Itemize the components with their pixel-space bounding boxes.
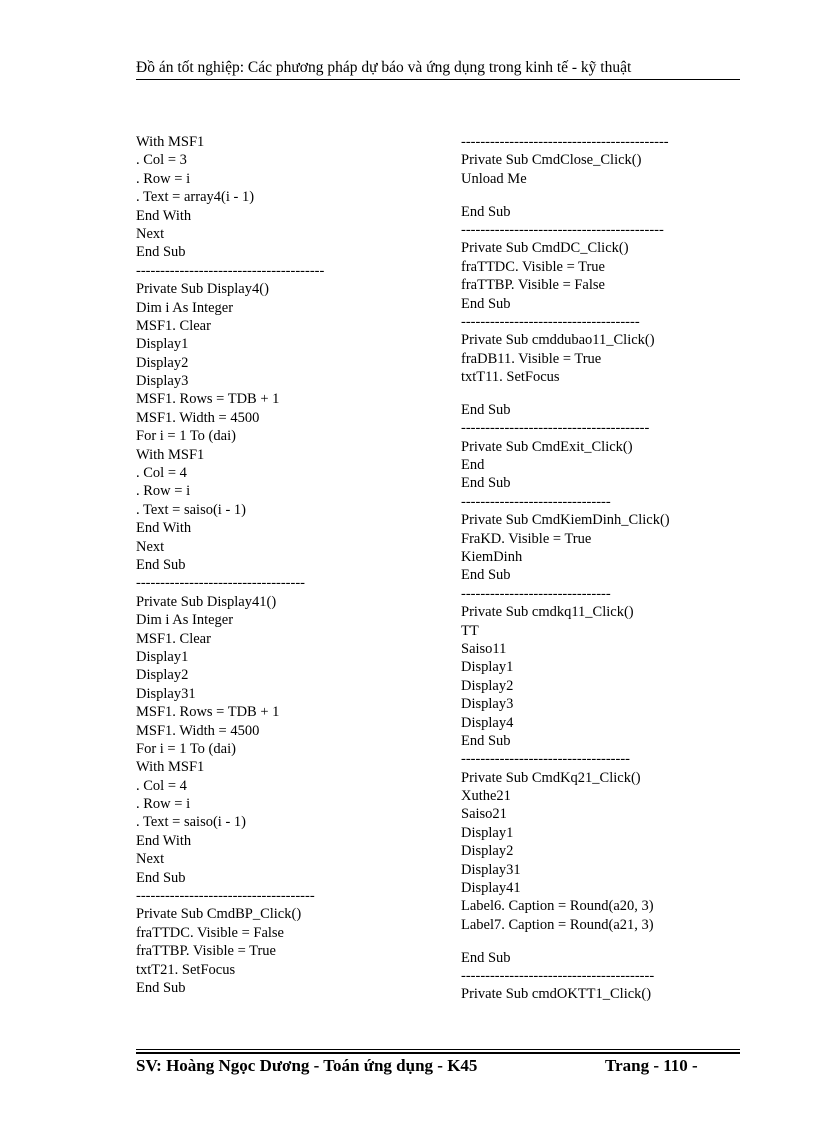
code-line: Private Sub Display4() [136, 281, 269, 298]
code-line: End Sub [461, 567, 511, 584]
code-line: Dim i As Integer [136, 299, 234, 316]
code-line: TT [461, 622, 479, 639]
code-column-left [136, 133, 436, 997]
code-column-right [461, 133, 761, 1004]
footer-author: SV: Hoàng Ngọc Dương - Toán ứng dụng - K45 [136, 1056, 478, 1075]
code-line: Saiso21 [461, 806, 507, 823]
separator-line: ------------------------------------- [461, 313, 640, 330]
code-line: MSF1. Width = 4500 [136, 722, 260, 739]
code-line: End Sub [461, 475, 511, 492]
code-line: Private Sub CmdDC_Click() [461, 240, 629, 257]
code-line: . Col = 4 [136, 465, 187, 482]
code-line: MSF1. Clear [136, 630, 211, 647]
code-line: . Row = i [136, 170, 191, 187]
code-line: fraTTDC. Visible = False [136, 924, 284, 941]
code-line: KiemDinh [461, 548, 523, 565]
code-line: Display2 [136, 667, 189, 684]
header-divider [136, 79, 740, 80]
code-line: End Sub [461, 295, 511, 312]
code-line: txtT11. SetFocus [461, 369, 560, 386]
code-line: . Col = 3 [136, 152, 187, 169]
separator-line: ---------------------------------------- [461, 967, 655, 984]
code-line: For i = 1 To (dai) [136, 428, 236, 445]
code-line: Display3 [461, 696, 514, 713]
separator-line: --------------------------------------- [136, 262, 325, 279]
code-line: Display4 [461, 714, 514, 731]
code-line: Next [136, 851, 165, 868]
code-line: Private Sub CmdClose_Click() [461, 152, 642, 169]
code-line: Xuthe21 [461, 788, 511, 805]
code-line: Display2 [461, 677, 514, 694]
code-line: Private Sub cmdOKTT1_Click() [461, 986, 652, 1003]
code-line: Display31 [136, 685, 196, 702]
separator-line: --------------------------------------- [461, 420, 650, 437]
code-line: Display31 [461, 861, 521, 878]
code-line: End With [136, 832, 192, 849]
separator-line: ------------------------------------- [136, 888, 315, 905]
code-line: For i = 1 To (dai) [136, 740, 236, 757]
code-line: MSF1. Clear [136, 317, 211, 334]
code-line: . Text = array4(i - 1) [136, 189, 255, 206]
separator-line: ------------------------------- [461, 493, 611, 510]
code-line: . Col = 4 [136, 777, 187, 794]
code-line: With MSF1 [136, 759, 205, 776]
code-line: Display1 [461, 824, 514, 841]
footer-divider-thick [136, 1052, 740, 1054]
code-line: Display1 [136, 336, 189, 353]
code-line: Display1 [136, 648, 189, 665]
code-line: fraTTBP. Visible = True [136, 943, 276, 960]
code-line: End With [136, 207, 192, 224]
separator-line: ------------------------------- [461, 585, 611, 602]
code-line: With MSF1 [136, 446, 205, 463]
code-line: MSF1. Width = 4500 [136, 409, 260, 426]
code-line: FraKD. Visible = True [461, 530, 592, 547]
code-line: fraDB11. Visible = True [461, 350, 602, 367]
separator-line: ------------------------------------------ [461, 221, 664, 238]
code-line: Display1 [461, 659, 514, 676]
code-line: Next [136, 225, 165, 242]
code-line: End Sub [461, 732, 511, 749]
page-header-title: Đồ án tốt nghiệp: Các phương pháp dự báo và ứng dụng trong kinh tế - kỹ thuật [136, 59, 632, 76]
separator-line: ----------------------------------- [461, 751, 631, 768]
code-line [461, 188, 761, 202]
code-line: End Sub [461, 203, 511, 220]
code-line: Dim i As Integer [136, 612, 234, 629]
footer-divider-thin [136, 1049, 740, 1050]
footer-page-number: Trang - 110 - [605, 1056, 698, 1075]
code-line: End Sub [461, 949, 511, 966]
code-line: Unload Me [461, 170, 527, 187]
code-line: Private Sub cmddubao11_Click() [461, 332, 655, 349]
code-line: Private Sub CmdKq21_Click() [461, 769, 641, 786]
code-line: Saiso11 [461, 640, 507, 657]
code-line: txtT21. SetFocus [136, 961, 236, 978]
code-line: Private Sub CmdExit_Click() [461, 438, 633, 455]
code-line: . Row = i [136, 483, 191, 500]
separator-line: ------------------------------------------- [461, 134, 669, 150]
code-line: Label7. Caption = Round(a21, 3) [461, 916, 654, 933]
code-line: End Sub [136, 244, 186, 261]
separator-line: ----------------------------------- [136, 575, 306, 592]
code-line: . Text = saiso(i - 1) [136, 501, 246, 518]
code-line: End [461, 457, 485, 474]
code-line: . Text = saiso(i - 1) [136, 814, 246, 831]
code-line: Display2 [136, 354, 189, 371]
code-line: With MSF1 [136, 134, 205, 150]
code-line: Private Sub CmdBP_Click() [136, 906, 302, 923]
code-line: End With [136, 520, 192, 537]
code-line: MSF1. Rows = TDB + 1 [136, 704, 280, 721]
code-line: fraTTDC. Visible = True [461, 258, 605, 275]
code-line: fraTTBP. Visible = False [461, 277, 605, 294]
code-line: Display2 [461, 843, 514, 860]
code-line: Private Sub Display41() [136, 593, 277, 610]
code-line: . Row = i [136, 796, 191, 813]
code-line: Display3 [136, 373, 189, 390]
code-line: Private Sub cmdkq11_Click() [461, 604, 634, 621]
code-line: Next [136, 538, 165, 555]
code-line: Private Sub CmdKiemDinh_Click() [461, 512, 670, 529]
code-line: End Sub [136, 556, 186, 573]
code-line: Display41 [461, 880, 521, 897]
code-line: Label6. Caption = Round(a20, 3) [461, 898, 654, 915]
code-line: MSF1. Rows = TDB + 1 [136, 391, 280, 408]
code-line [461, 934, 761, 948]
code-line: End Sub [136, 869, 186, 886]
code-line: End Sub [461, 401, 511, 418]
code-line: End Sub [136, 979, 186, 996]
code-line [461, 386, 761, 400]
